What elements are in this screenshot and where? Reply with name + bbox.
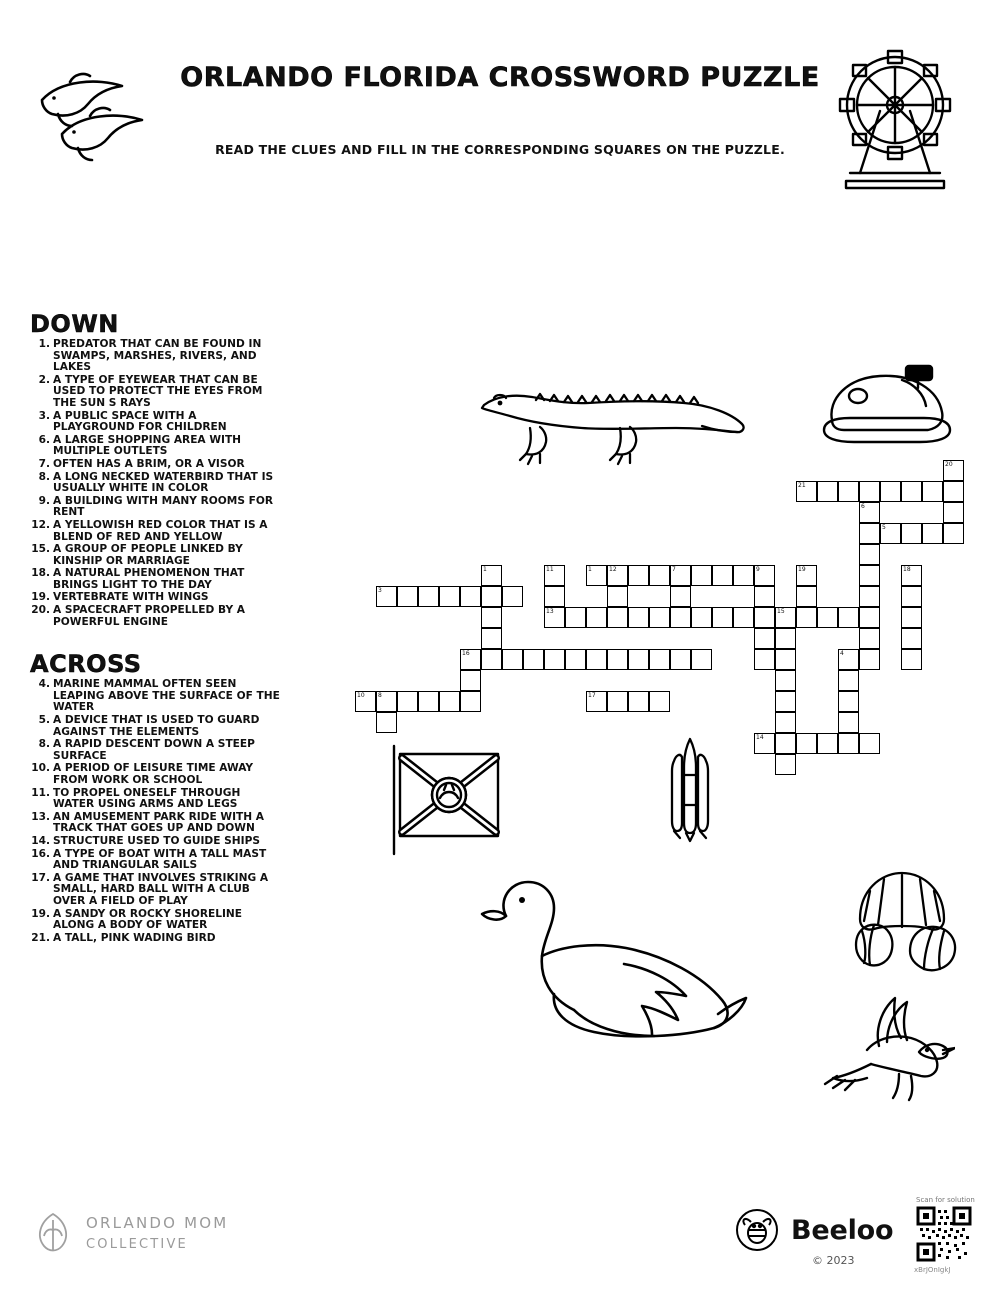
across-clue-item — [30, 679, 280, 714]
across-clue-item — [30, 836, 280, 848]
crossword-cell[interactable] — [691, 565, 712, 586]
clue-text: A SANDY OR ROCKY SHORELINE ALONG A BODY OF WATER — [53, 907, 243, 932]
crossword-cell[interactable] — [838, 607, 859, 628]
cell-number: 20 — [945, 461, 953, 468]
crossword-cell[interactable] — [754, 565, 775, 586]
crossword-cell[interactable] — [796, 733, 817, 754]
cell-number: 5 — [882, 524, 886, 531]
crossword-cell[interactable] — [775, 754, 796, 775]
cell-number: 10 — [357, 692, 365, 699]
crossword-cell[interactable] — [565, 607, 586, 628]
clue-text: A GAME THAT INVOLVES STRIKING A SMALL, HARD BALL WITH A CLUB OVER A FIELD OF PLAY — [53, 871, 269, 907]
crossword-cell[interactable] — [943, 460, 964, 481]
crossword-cell[interactable] — [376, 691, 397, 712]
clue-number: 3. — [38, 409, 50, 422]
crossword-cell[interactable] — [544, 649, 565, 670]
crossword-cell[interactable] — [859, 607, 880, 628]
down-heading: DOWN — [30, 310, 119, 338]
space-shuttle-illustration — [660, 735, 720, 845]
down-clue-item — [30, 339, 280, 374]
down-clue-item — [30, 411, 280, 434]
clue-number: 9. — [38, 494, 50, 507]
crossword-cell[interactable] — [901, 628, 922, 649]
omc-name: ORLANDO MOM — [86, 1214, 229, 1232]
cell-number: 12 — [609, 566, 617, 573]
crossword-cell[interactable] — [670, 607, 691, 628]
crossword-cell[interactable] — [859, 544, 880, 565]
crossword-cell[interactable] — [859, 565, 880, 586]
crossword-cell[interactable] — [775, 628, 796, 649]
cell-number: 19 — [798, 566, 806, 573]
crossword-cell[interactable] — [649, 607, 670, 628]
swan-illustration — [470, 860, 770, 1090]
crossword-cell[interactable] — [586, 691, 607, 712]
clue-number: 2. — [38, 373, 50, 386]
crossword-cell[interactable] — [901, 649, 922, 670]
crossword-cell[interactable] — [649, 649, 670, 670]
scan-label: Scan for solution — [916, 1196, 975, 1204]
clue-number: 8. — [38, 738, 50, 751]
crossword-cell[interactable] — [754, 628, 775, 649]
crossword-cell[interactable] — [775, 649, 796, 670]
ferris-wheel-icon — [820, 45, 970, 195]
crossword-cell[interactable] — [817, 607, 838, 628]
across-clue-item — [30, 909, 280, 932]
down-clue-item — [30, 459, 280, 471]
crossword-cell[interactable] — [628, 565, 649, 586]
crossword-cell[interactable] — [838, 481, 859, 502]
crossword-cell[interactable] — [796, 565, 817, 586]
crossword-cell[interactable] — [649, 691, 670, 712]
crossword-cell[interactable] — [712, 565, 733, 586]
crossword-cell[interactable] — [775, 670, 796, 691]
crossword-cell[interactable] — [481, 607, 502, 628]
cell-number: 15 — [777, 608, 785, 615]
crossword-cell[interactable] — [628, 691, 649, 712]
clue-text: A PUBLIC SPACE WITH A PLAYGROUND FOR CHILDREN — [53, 409, 227, 434]
clue-number: 17. — [31, 871, 50, 884]
clue-text: A TYPE OF BOAT WITH A TALL MAST AND TRIANGULAR SAILS — [53, 847, 267, 872]
crossword-cell[interactable] — [712, 607, 733, 628]
down-clue-item — [30, 520, 280, 543]
crossword-cell[interactable] — [607, 607, 628, 628]
crossword-cell[interactable] — [733, 565, 754, 586]
crossword-cell[interactable] — [775, 607, 796, 628]
crossword-cell[interactable] — [838, 670, 859, 691]
crossword-cell[interactable] — [502, 649, 523, 670]
cell-number: 6 — [861, 503, 865, 510]
crossword-cell[interactable] — [838, 649, 859, 670]
crossword-cell[interactable] — [922, 481, 943, 502]
clue-number: 11. — [31, 786, 50, 799]
beeloo-name: Beeloo — [791, 1214, 894, 1246]
clue-text: A YELLOWISH RED COLOR THAT IS A BLEND OF RED AND YELLOW — [53, 518, 268, 543]
across-clue-item — [30, 933, 280, 945]
crossword-cell[interactable] — [628, 607, 649, 628]
qr-code-text: xBrJOnIgkJ — [914, 1266, 951, 1274]
cell-number: 4 — [840, 650, 844, 657]
crossword-cell[interactable] — [817, 481, 838, 502]
crossword-cell[interactable] — [859, 628, 880, 649]
clue-text: OFTEN HAS A BRIM, OR A VISOR — [53, 457, 245, 470]
clue-number: 4. — [38, 678, 50, 691]
crossword-cell[interactable] — [838, 691, 859, 712]
crossword-cell[interactable] — [544, 607, 565, 628]
cell-number: 13 — [546, 608, 554, 615]
clue-text: STRUCTURE USED TO GUIDE SHIPS — [53, 834, 260, 847]
clue-text: MARINE MAMMAL OFTEN SEEN LEAPING ABOVE THE SURFACE OF THE WATER — [53, 678, 280, 714]
crossword-cell[interactable] — [859, 502, 880, 523]
page-footer — [0, 1190, 1000, 1294]
page-subtitle: READ THE CLUES AND FILL IN THE CORRESPONDING SQUARES ON THE PUZZLE. — [215, 142, 785, 157]
crossword-cell[interactable] — [586, 607, 607, 628]
crossword-cell[interactable] — [775, 712, 796, 733]
clue-number: 8. — [38, 470, 50, 483]
crossword-cell[interactable] — [376, 586, 397, 607]
cell-number: 18 — [903, 566, 911, 573]
page-header — [0, 0, 1000, 200]
crossword-cell[interactable] — [838, 712, 859, 733]
crossword-cell[interactable] — [901, 565, 922, 586]
crossword-cell[interactable] — [586, 565, 607, 586]
clue-number: 14. — [31, 834, 50, 847]
crossword-cell[interactable] — [796, 607, 817, 628]
down-clue-item — [30, 544, 280, 567]
crossword-cell[interactable] — [439, 691, 460, 712]
dolphin-icon — [30, 68, 180, 178]
across-section — [30, 650, 280, 944]
crossword-cell[interactable] — [880, 523, 901, 544]
crossword-cell[interactable] — [397, 586, 418, 607]
clue-number: 13. — [31, 810, 50, 823]
seashells-illustration — [840, 865, 970, 975]
clue-text: A GROUP OF PEOPLE LINKED BY KINSHIP OR MARRIAGE — [53, 543, 243, 567]
crossword-cell[interactable] — [796, 586, 817, 607]
crossword-cell[interactable] — [502, 586, 523, 607]
crossword-cell[interactable] — [376, 712, 397, 733]
crossword-cell[interactable] — [586, 649, 607, 670]
clue-text: A LONG NECKED WATERBIRD THAT IS USUALLY WHITE IN COLOR — [53, 470, 274, 495]
crossword-cell[interactable] — [544, 586, 565, 607]
cell-number: 17 — [588, 692, 596, 699]
clue-number: 1. — [38, 338, 50, 350]
crossword-cell[interactable] — [754, 733, 775, 754]
clue-text: TO PROPEL ONESELF THROUGH WATER USING ARMS AND LEGS — [53, 786, 241, 811]
across-heading: ACROSS — [30, 650, 142, 679]
down-clue-item — [30, 435, 280, 458]
crossword-cell[interactable] — [859, 733, 880, 754]
clue-text: A DEVICE THAT IS USED TO GUARD AGAINST THE ELEMENTS — [53, 714, 260, 738]
cell-number: 21 — [798, 482, 806, 489]
clue-number: 20. — [31, 604, 50, 617]
leaf-icon — [32, 1210, 74, 1256]
crossword-cell[interactable] — [607, 565, 628, 586]
cell-number: 9 — [756, 566, 760, 573]
cell-number: 14 — [756, 734, 764, 741]
crossword-cell[interactable] — [460, 670, 481, 691]
cell-number: 16 — [462, 650, 470, 657]
down-clue-item — [30, 592, 280, 604]
crossword-cell[interactable] — [838, 733, 859, 754]
crossword-cell[interactable] — [817, 733, 838, 754]
clue-number: 6. — [38, 433, 50, 446]
crossword-cell[interactable] — [418, 691, 439, 712]
clue-number: 12. — [31, 518, 50, 531]
cell-number: 1 — [483, 566, 487, 573]
crossword-cell[interactable] — [775, 733, 796, 754]
clue-text: AN AMUSEMENT PARK RIDE WITH A TRACK THAT GOES UP AND DOWN — [53, 810, 264, 835]
crossword-cell[interactable] — [733, 607, 754, 628]
clues-panel — [30, 310, 280, 945]
crossword-cell[interactable] — [670, 586, 691, 607]
clue-text: A BUILDING WITH MANY ROOMS FOR RENT — [53, 494, 274, 519]
down-clue-item — [30, 568, 280, 591]
clue-text: A SPACECRAFT PROPELLED BY A POWERFUL ENGINE — [53, 604, 246, 628]
crossword-cell[interactable] — [901, 607, 922, 628]
clue-number: 19. — [31, 591, 50, 604]
clue-text: VERTEBRATE WITH WINGS — [53, 591, 209, 604]
crossword-cell[interactable] — [481, 649, 502, 670]
crossword-cell[interactable] — [460, 586, 481, 607]
crossword-cell[interactable] — [460, 691, 481, 712]
across-clue-item — [30, 715, 280, 738]
crossword-cell[interactable] — [880, 481, 901, 502]
clue-text: A RAPID DESCENT DOWN A STEEP SURFACE — [53, 738, 255, 762]
clue-text: PREDATOR THAT CAN BE FOUND IN SWAMPS, MARSHES, RIVERS, AND LAKES — [53, 338, 262, 374]
clue-number: 7. — [38, 457, 50, 470]
cell-number: 11 — [546, 566, 554, 573]
crossword-cell[interactable] — [901, 481, 922, 502]
clue-number: 21. — [31, 931, 50, 944]
crossword-cell[interactable] — [691, 607, 712, 628]
crossword-cell[interactable] — [901, 586, 922, 607]
clue-text: A TYPE OF EYEWEAR THAT CAN BE USED TO PROTECT THE EYES FROM THE SUN S RAYS — [53, 373, 263, 409]
crossword-cell[interactable] — [943, 523, 964, 544]
across-clue-item — [30, 763, 280, 786]
down-clue-item — [30, 375, 280, 410]
crossword-cell[interactable] — [607, 586, 628, 607]
bumper-car-illustration — [810, 360, 960, 450]
crossword-cell[interactable] — [859, 523, 880, 544]
clue-text: A PERIOD OF LEISURE TIME AWAY FROM WORK OR SCHOOL — [53, 762, 254, 786]
crossword-cell[interactable] — [439, 586, 460, 607]
crossword-cell[interactable] — [565, 649, 586, 670]
clue-number: 19. — [31, 907, 50, 920]
crossword-cell[interactable] — [523, 649, 544, 670]
crossword-cell[interactable] — [859, 481, 880, 502]
across-clue-item — [30, 812, 280, 835]
across-clue-item — [30, 849, 280, 872]
crossword-cell[interactable] — [775, 691, 796, 712]
crossword-cell[interactable] — [670, 565, 691, 586]
across-clue-item — [30, 788, 280, 811]
crossword-cell[interactable] — [943, 502, 964, 523]
crossword-cell[interactable] — [859, 649, 880, 670]
clue-text: A LARGE SHOPPING AREA WITH MULTIPLE OUTLETS — [53, 433, 242, 458]
across-clue-list — [30, 679, 280, 944]
cell-number: 1 — [588, 566, 592, 573]
orlando-mom-collective-logo — [32, 1210, 228, 1256]
crossword-cell[interactable] — [754, 607, 775, 628]
bird-illustration — [815, 980, 955, 1110]
crossword-cell[interactable] — [922, 523, 943, 544]
clue-number: 5. — [38, 714, 50, 727]
copyright-text: © 2023 — [812, 1254, 855, 1267]
clue-text: A TALL, PINK WADING BIRD — [53, 931, 216, 944]
crossword-cell[interactable] — [481, 565, 502, 586]
crossword-cell[interactable] — [544, 565, 565, 586]
omc-subtitle: COLLECTIVE — [86, 1237, 188, 1252]
crossword-cell[interactable] — [460, 649, 481, 670]
clue-number: 18. — [31, 567, 50, 580]
beeloo-logo — [735, 1208, 893, 1252]
florida-flag-illustration — [380, 740, 510, 860]
crossword-cell[interactable] — [649, 565, 670, 586]
clue-number: 15. — [31, 543, 50, 556]
down-clue-item — [30, 472, 280, 495]
cell-number: 7 — [672, 566, 676, 573]
crossword-cell[interactable] — [754, 586, 775, 607]
clue-number: 10. — [31, 762, 50, 775]
crossword-cell[interactable] — [607, 691, 628, 712]
crossword-cell[interactable] — [481, 586, 502, 607]
page-title: ORLANDO FLORIDA CROSSWORD PUZZLE — [180, 62, 820, 93]
clue-text: A NATURAL PHENOMENON THAT BRINGS LIGHT TO THE DAY — [53, 567, 245, 591]
crossword-cell[interactable] — [691, 649, 712, 670]
crossword-cell[interactable] — [670, 649, 691, 670]
down-clue-item — [30, 605, 280, 628]
cell-number: 8 — [378, 692, 382, 699]
crossword-cell[interactable] — [901, 523, 922, 544]
down-clue-item — [30, 496, 280, 519]
clue-number: 16. — [31, 847, 50, 860]
crossword-cell[interactable] — [418, 586, 439, 607]
crossword-cell[interactable] — [796, 481, 817, 502]
crossword-cell[interactable] — [628, 649, 649, 670]
bee-icon — [735, 1208, 779, 1252]
crossword-cell[interactable] — [481, 628, 502, 649]
crossword-cell[interactable] — [859, 586, 880, 607]
crossword-cell[interactable] — [607, 649, 628, 670]
across-clue-item — [30, 739, 280, 762]
across-clue-item — [30, 873, 280, 908]
cell-number: 3 — [378, 587, 382, 594]
crossword-cell[interactable] — [397, 691, 418, 712]
crossword-cell[interactable] — [355, 691, 376, 712]
down-section — [30, 310, 280, 628]
qr-code[interactable] — [916, 1206, 972, 1262]
crossword-cell[interactable] — [754, 649, 775, 670]
alligator-illustration — [470, 370, 760, 475]
crossword-cell[interactable] — [943, 481, 964, 502]
down-clue-list — [30, 339, 280, 628]
